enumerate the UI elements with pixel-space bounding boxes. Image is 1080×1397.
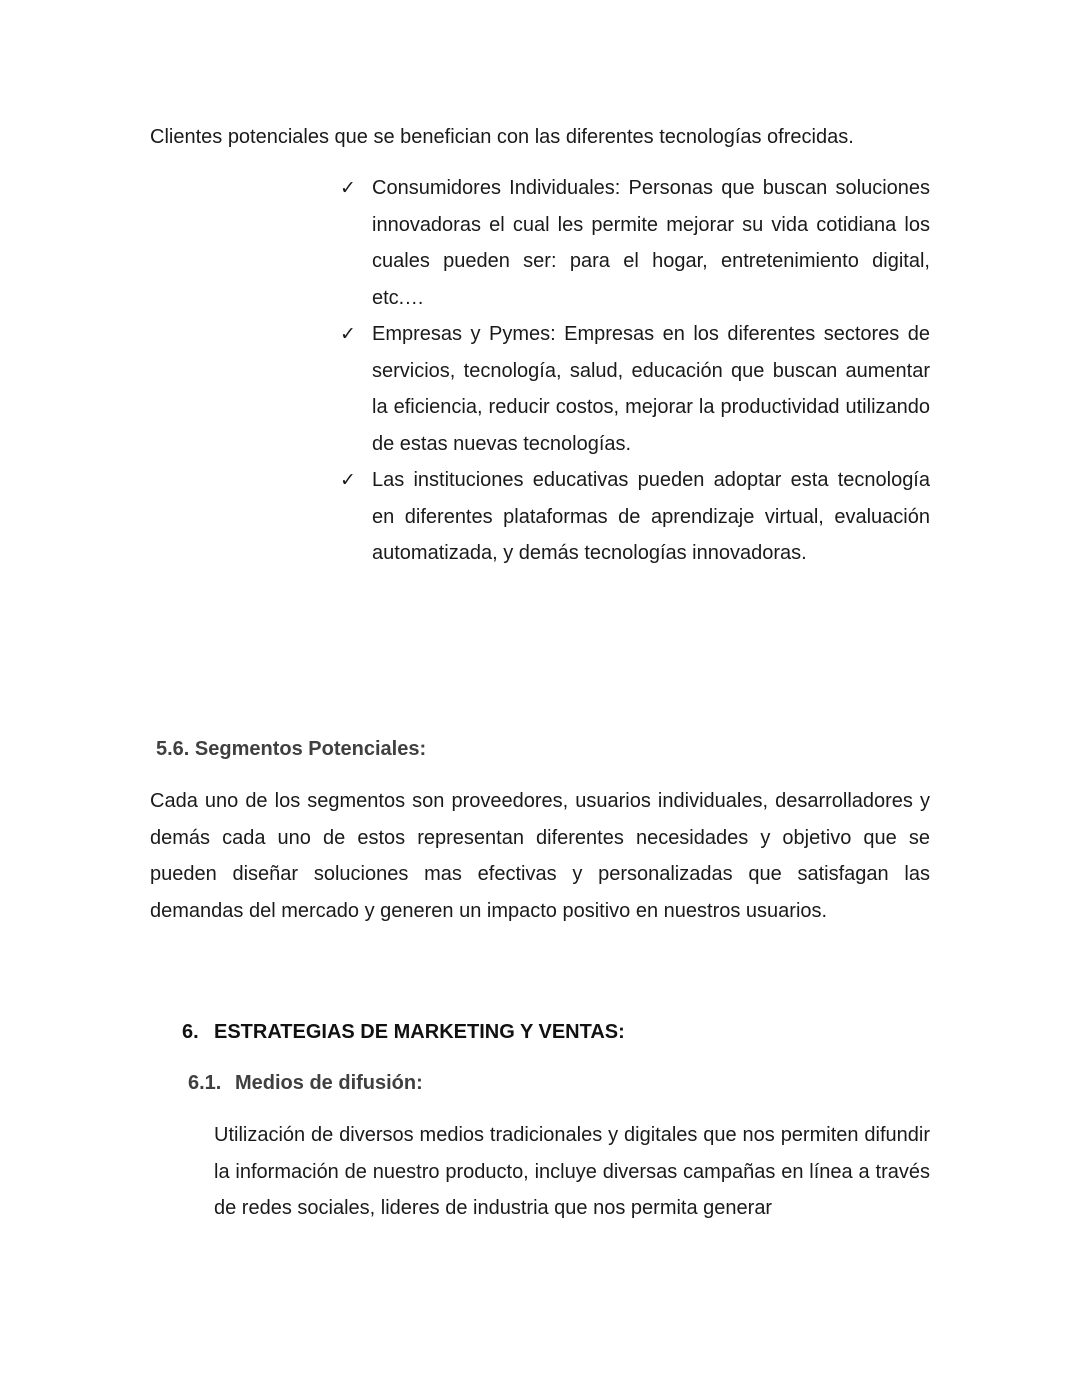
client-list	[340, 170, 930, 572]
section-6-heading	[182, 1021, 625, 1044]
check-icon: ✓	[340, 469, 356, 491]
section-5-6-heading: 5.6. Segmentos Potenciales:	[156, 738, 427, 760]
section-6-1-number: 6.1.	[188, 1072, 222, 1094]
section-5-6-body: Cada uno de los segmentos son proveedores, usuarios individuales, desarrolladores y demás cada uno de estos representan diferentes necesidades y objetivo que se pueden diseñar soluciones mas efectivas y personalizadas que satisfagan las demandas del mercado y generen un impacto positivo en nuestros usuarios.	[150, 790, 930, 922]
intro-paragraph: Clientes potenciales que se benefician con las diferentes tecnologías ofrecidas.	[150, 126, 854, 148]
section-6-title: ESTRATEGIAS DE MARKETING Y VENTAS:	[214, 1021, 625, 1043]
list-item-text: Consumidores Individuales: Personas que buscan soluciones innovadoras el cual les permite mejorar su vida cotidiana los cuales pueden ser: para el hogar, entretenimiento digital, etc.…	[372, 177, 930, 309]
check-icon: ✓	[340, 177, 356, 199]
section-6-1-body: Utilización de diversos medios tradicionales y digitales que nos permiten difundir la información de nuestro producto, incluye diversas campañas en línea a través de redes sociales, lideres de industria que nos permita generar	[214, 1124, 930, 1219]
list-item	[340, 462, 930, 572]
check-icon: ✓	[340, 323, 356, 345]
section-6-1-title: Medios de difusión:	[235, 1072, 423, 1094]
list-item	[340, 316, 930, 462]
list-item-text: Las instituciones educativas pueden adoptar esta tecnología en diferentes plataformas de aprendizaje virtual, evaluación automatizada, y demás tecnologías innovadoras.	[372, 469, 930, 564]
list-item-text: Empresas y Pymes: Empresas en los diferentes sectores de servicios, tecnología, salud, educación que buscan aumentar la eficiencia, reducir costos, mejorar la productividad utilizando de estas nuevas tecnologías.	[372, 323, 930, 455]
list-item	[340, 170, 930, 316]
section-6-number: 6.	[182, 1021, 199, 1043]
section-6-1-heading	[188, 1072, 423, 1095]
